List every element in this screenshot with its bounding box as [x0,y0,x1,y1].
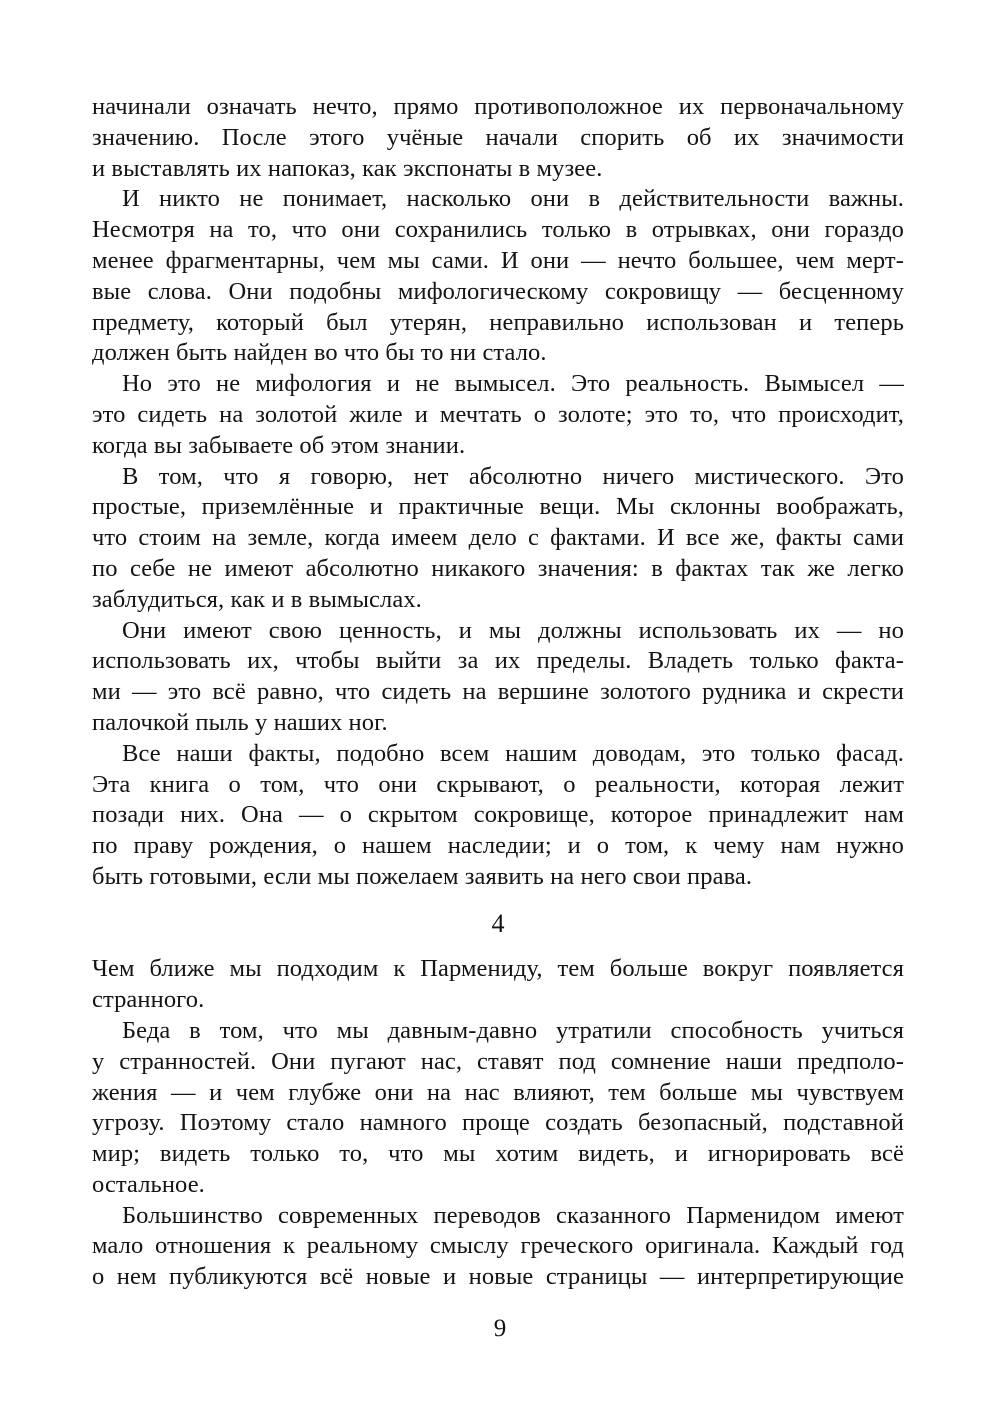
paragraph [92,92,904,184]
text-line: жения — и чем глубже они на нас влияют, тем больше мы чувствуем [92,1078,904,1106]
text-line: заблудиться, как и в вымыслах. [92,585,422,613]
text-line: по праву рождения, о нашем наследии; и о том, к чему нам нужно [92,832,904,860]
text-line: ми — это всё равно, что сидеть на вершине золотого рудника и скрести [92,678,904,706]
text-line: и выставлять их напоказ, как экспонаты в музее. [92,154,603,182]
text-line: когда вы забываете об этом знании. [92,431,466,459]
paragraph [92,369,904,461]
text-line: Большинство современных переводов сказанного Парменидом имеют [122,1201,904,1229]
text-line: В том, что я говорю, нет абсолютно ничего мистического. Это [122,462,904,490]
text-line: это сидеть на золотой жиле и мечтать о золоте; это то, что происходит, [92,400,904,428]
text-line: Все наши факты, подобно всем нашим доводам, это только фасад. [122,739,904,767]
book-page-body [92,92,904,1293]
text-line: значению. После этого учёные начали спорить об их значимости [92,123,904,151]
paragraph [92,462,904,616]
paragraph [92,1016,904,1201]
text-line: Чем ближе мы подходим к Пармениду, тем больше вокруг появляется [92,955,904,983]
text-line: быть готовыми, если мы пожелаем заявить на него свои права. [92,862,753,890]
text-line: о нем публикуются всё новые и новые страницы — интерпретирующие [92,1263,904,1291]
text-line: остальное. [92,1170,205,1198]
text-line: мало отношения к реальному смыслу греческого оригинала. Каждый год [92,1232,904,1260]
text-line: должен быть найден во что бы то ни стало. [92,339,547,367]
text-line: простые, приземлённые и практичные вещи. Мы склонны воображать, [92,493,904,521]
text-line: Но это не мифология и не вымысел. Это реальность. Вымысел — [122,370,904,398]
page-number: 9 [493,1315,507,1342]
text-line: по себе не имеют абсолютно никакого значения: в фактах так же легко [92,554,904,582]
paragraph [92,184,904,369]
text-line: И никто не понимает, насколько они в действительности важны. [122,185,904,213]
text-line: у странностей. Они пугают нас, ставят под сомнение наши предполо- [92,1047,904,1075]
text-line: палочкой пыль у наших ног. [92,708,388,736]
text-line: вые слова. Они подобны мифологическому сокровищу — бесценному [92,277,904,305]
text-line: странного. [92,986,205,1014]
paragraph [92,1201,904,1293]
paragraph [92,616,904,739]
text-line: начинали означать нечто, прямо противоположное их первоначальному [92,93,904,120]
text-line: Эта книга о том, что они скрывают, о реальности, которая лежит [92,770,904,798]
text-line: предмету, который был утерян, неправильно использован и теперь [92,308,904,336]
paragraph [92,954,904,1016]
section-number: 4 [491,908,505,938]
text-line: использовать их, чтобы выйти за их пределы. Владеть только факта- [92,647,904,675]
text-line: Беда в том, что мы давным-давно утратили способность учиться [122,1016,904,1044]
text-line: угрозу. Поэтому стало намного проще создать безопасный, подставной [92,1109,904,1137]
paragraph [92,739,904,893]
text-line: менее фрагментарны, чем мы сами. И они — нечто большее, чем мерт- [92,246,904,274]
text-line: позади них. Она — о скрытом сокровище, которое принадлежит нам [92,801,904,829]
text-line: Они имеют свою ценность, и мы должны использовать их — но [122,616,904,644]
text-line: мир; видеть только то, что мы хотим видеть, и игнорировать всё [92,1140,904,1168]
text-line: Несмотря на то, что они сохранились только в отрывках, они гораздо [92,216,904,244]
text-line: что стоим на земле, когда имеем дело с фактами. И все же, факты сами [92,524,904,552]
